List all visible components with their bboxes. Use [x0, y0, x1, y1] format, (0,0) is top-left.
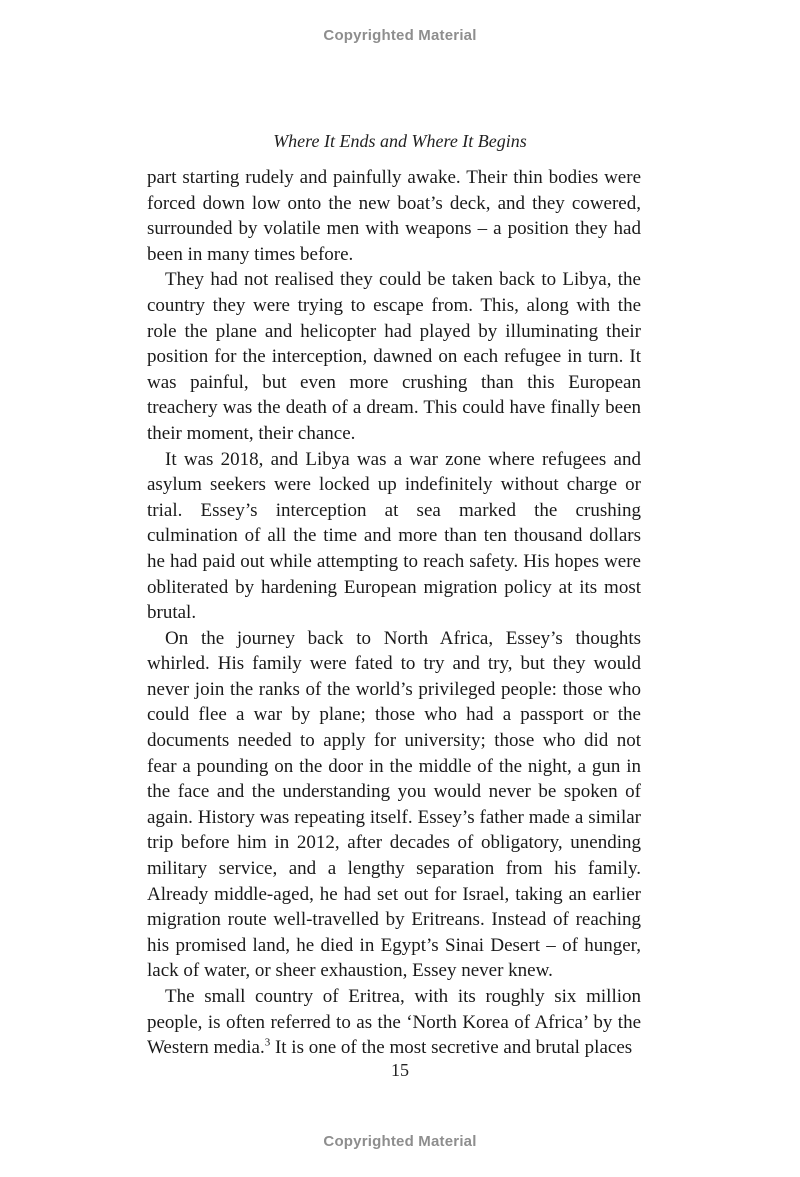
paragraph-2: They had not realised they could be taken back to Libya, the country they were trying to escape from. This, along with the role the plane and helicopter had played by illuminating their position for the interception, dawned on each refugee in turn. It was painful, but even more crushing than this European treachery was the death of a dream. This could have finally been their moment, their chance.	[147, 269, 641, 444]
paragraph-5-text-before-note: The small country of Eritrea, with its roughly six million people, is often referred to as the ‘North Korea of Africa’ by the Western media.	[147, 986, 641, 1059]
page-number: 15	[391, 1060, 409, 1080]
paragraph-3: It was 2018, and Libya was a war zone where refugees and asylum seekers were locked up indefinitely without charge or trial. Essey’s interception at sea marked the crushing culmination of all the time and more than ten thousand dollars he had paid out while attempting to reach safety. His hopes were obliterated by hardening European migration policy at its most brutal.	[147, 448, 641, 624]
paragraph-1: part starting rudely and painfully awake. Their thin bodies were forced down low onto the new boat’s deck, and they cowered, surrounded by volatile men with weapons – a position they had been in many times before.	[147, 167, 641, 265]
footnote-marker: 3	[264, 1036, 271, 1049]
copyright-watermark-bottom: Copyrighted Material	[323, 1133, 477, 1150]
paragraph-5	[147, 984, 641, 1061]
running-head: Where It Ends and Where It Begins	[273, 131, 527, 151]
copyright-watermark-top: Copyrighted Material	[323, 27, 477, 44]
paragraph-4: On the journey back to North Africa, Essey’s thoughts whirled. His family were fated to try and try, but they would never join the ranks of the world’s privileged people: those who could flee a war by plane; those who had a passport or the documents needed to apply for university; those who did not fear a pounding on the door in the middle of the night, a gun in the face and the understanding you would never be spoken of again. History was repeating itself. Essey’s father made a similar trip before him in 2012, after decades of obligatory, unending military service, and a lengthy separation from his family. Already middle-aged, he had set out for Israel, taking an earlier migration route well-travelled by Eritreans. Instead of reaching his promised land, he died in Egypt’s Sinai Desert – of hunger, lack of water, or sheer exhaustion, Essey never knew.	[147, 627, 641, 982]
paragraph-5-text-after-note: It is one of the most secretive and brutal places	[270, 1037, 633, 1059]
body-text	[147, 165, 641, 1061]
